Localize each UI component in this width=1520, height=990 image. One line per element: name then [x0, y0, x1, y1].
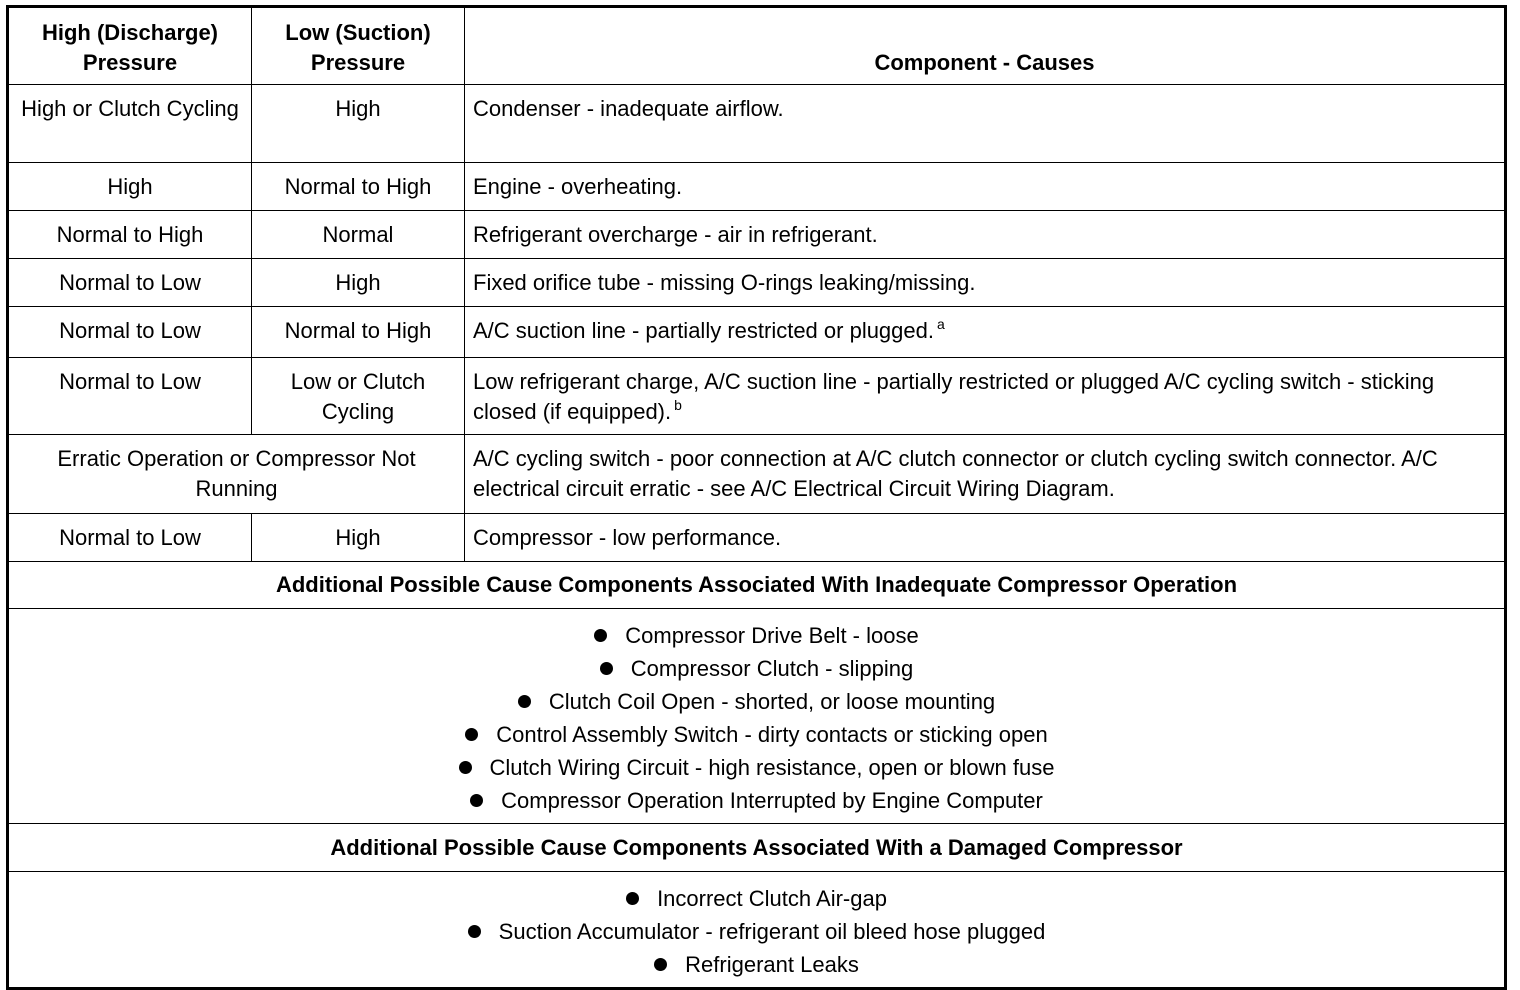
cause-text: Engine - overheating.	[473, 174, 683, 199]
table-row	[8, 163, 1506, 211]
list-item	[9, 784, 1504, 817]
cause-cell	[465, 259, 1506, 307]
header-low-pressure: Low (Suction) Pressure	[252, 7, 465, 85]
high-pressure-cell: High	[8, 163, 252, 211]
table-row	[8, 307, 1506, 358]
list-item	[9, 882, 1504, 915]
bullet-icon	[626, 892, 639, 905]
cause-text: Condenser - inadequate airflow.	[473, 96, 784, 121]
list-item-text: Compressor Drive Belt - loose	[625, 623, 919, 648]
high-pressure-cell: High or Clutch Cycling	[8, 85, 252, 163]
bullet-icon	[459, 761, 472, 774]
list-item-text: Compressor Operation Interrupted by Engine Computer	[501, 788, 1043, 813]
cause-cell	[465, 358, 1506, 435]
high-pressure-cell: Normal to Low	[8, 259, 252, 307]
cause-text: Low refrigerant charge, A/C suction line - partially restricted or plugged A/C cycling switch - sticking closed (if equipped).	[473, 369, 1435, 424]
footnote-marker: b	[674, 397, 682, 413]
list-item	[9, 948, 1504, 981]
bullet-list-row	[8, 609, 1506, 824]
low-pressure-cell: Normal	[252, 211, 465, 259]
list-item-text: Compressor Clutch - slipping	[630, 656, 914, 681]
bullet-icon	[465, 728, 478, 741]
bullet-icon	[470, 794, 483, 807]
section-header-row	[8, 562, 1506, 609]
section-header-row	[8, 824, 1506, 872]
footnote-marker: a	[937, 316, 945, 332]
pressure-merged-cell: Erratic Operation or Compressor Not Running	[8, 435, 465, 514]
low-pressure-cell: High	[252, 85, 465, 163]
section-title-damaged-compressor: Additional Possible Cause Components Associated With a Damaged Compressor	[8, 824, 1506, 872]
bullet-icon	[600, 662, 613, 675]
diagnosis-table	[6, 5, 1507, 990]
high-pressure-cell: Normal to Low	[8, 358, 252, 435]
cause-cell	[465, 211, 1506, 259]
cause-text: Fixed orifice tube - missing O-rings leaking/missing.	[473, 270, 976, 295]
list-item-text: Incorrect Clutch Air-gap	[657, 886, 887, 911]
list-item-text: Clutch Coil Open - shorted, or loose mounting	[548, 689, 996, 714]
list-item	[9, 915, 1504, 948]
low-pressure-cell: Normal to High	[252, 163, 465, 211]
high-pressure-cell: Normal to High	[8, 211, 252, 259]
table-row	[8, 211, 1506, 259]
list-item	[9, 652, 1504, 685]
list-item	[9, 685, 1504, 718]
list-item-text: Clutch Wiring Circuit - high resistance, open or blown fuse	[489, 755, 1055, 780]
table-row	[8, 514, 1506, 562]
header-component-causes: Component - Causes	[465, 7, 1506, 85]
list-item	[9, 619, 1504, 652]
cause-text: A/C suction line - partially restricted or plugged.	[473, 318, 934, 343]
table-row	[8, 435, 1506, 514]
high-pressure-cell: Normal to Low	[8, 307, 252, 358]
cause-text: Refrigerant overcharge - air in refrigerant.	[473, 222, 878, 247]
low-pressure-cell: High	[252, 259, 465, 307]
table-row	[8, 358, 1506, 435]
cause-cell: Compressor - low performance.	[465, 514, 1506, 562]
bullet-list	[8, 609, 1506, 824]
list-item	[9, 718, 1504, 751]
low-pressure-cell: Normal to High	[252, 307, 465, 358]
cause-cell	[465, 307, 1506, 358]
bullet-icon	[518, 695, 531, 708]
cause-cell: A/C cycling switch - poor connection at A/C clutch connector or clutch cycling switch connector. A/C electrical circuit erratic - see A/C Electrical Circuit Wiring Diagram.	[465, 435, 1506, 514]
bullet-icon	[468, 925, 481, 938]
table-row	[8, 85, 1506, 163]
high-pressure-cell: Normal to Low	[8, 514, 252, 562]
header-row	[8, 7, 1506, 85]
bullet-list	[8, 872, 1506, 989]
bullet-list-row	[8, 872, 1506, 989]
bullet-icon	[594, 629, 607, 642]
cause-cell	[465, 85, 1506, 163]
header-high-pressure: High (Discharge) Pressure	[8, 7, 252, 85]
list-item	[9, 751, 1504, 784]
list-item-text: Suction Accumulator - refrigerant oil bleed hose plugged	[498, 919, 1046, 944]
low-pressure-cell: High	[252, 514, 465, 562]
list-item-text: Refrigerant Leaks	[685, 952, 859, 977]
low-pressure-cell: Low or Clutch Cycling	[252, 358, 465, 435]
table-row	[8, 259, 1506, 307]
section-title-inadequate-operation: Additional Possible Cause Components Associated With Inadequate Compressor Operation	[8, 562, 1506, 609]
cause-cell	[465, 163, 1506, 211]
list-item-text: Control Assembly Switch - dirty contacts or sticking open	[496, 722, 1048, 747]
bullet-icon	[654, 958, 667, 971]
